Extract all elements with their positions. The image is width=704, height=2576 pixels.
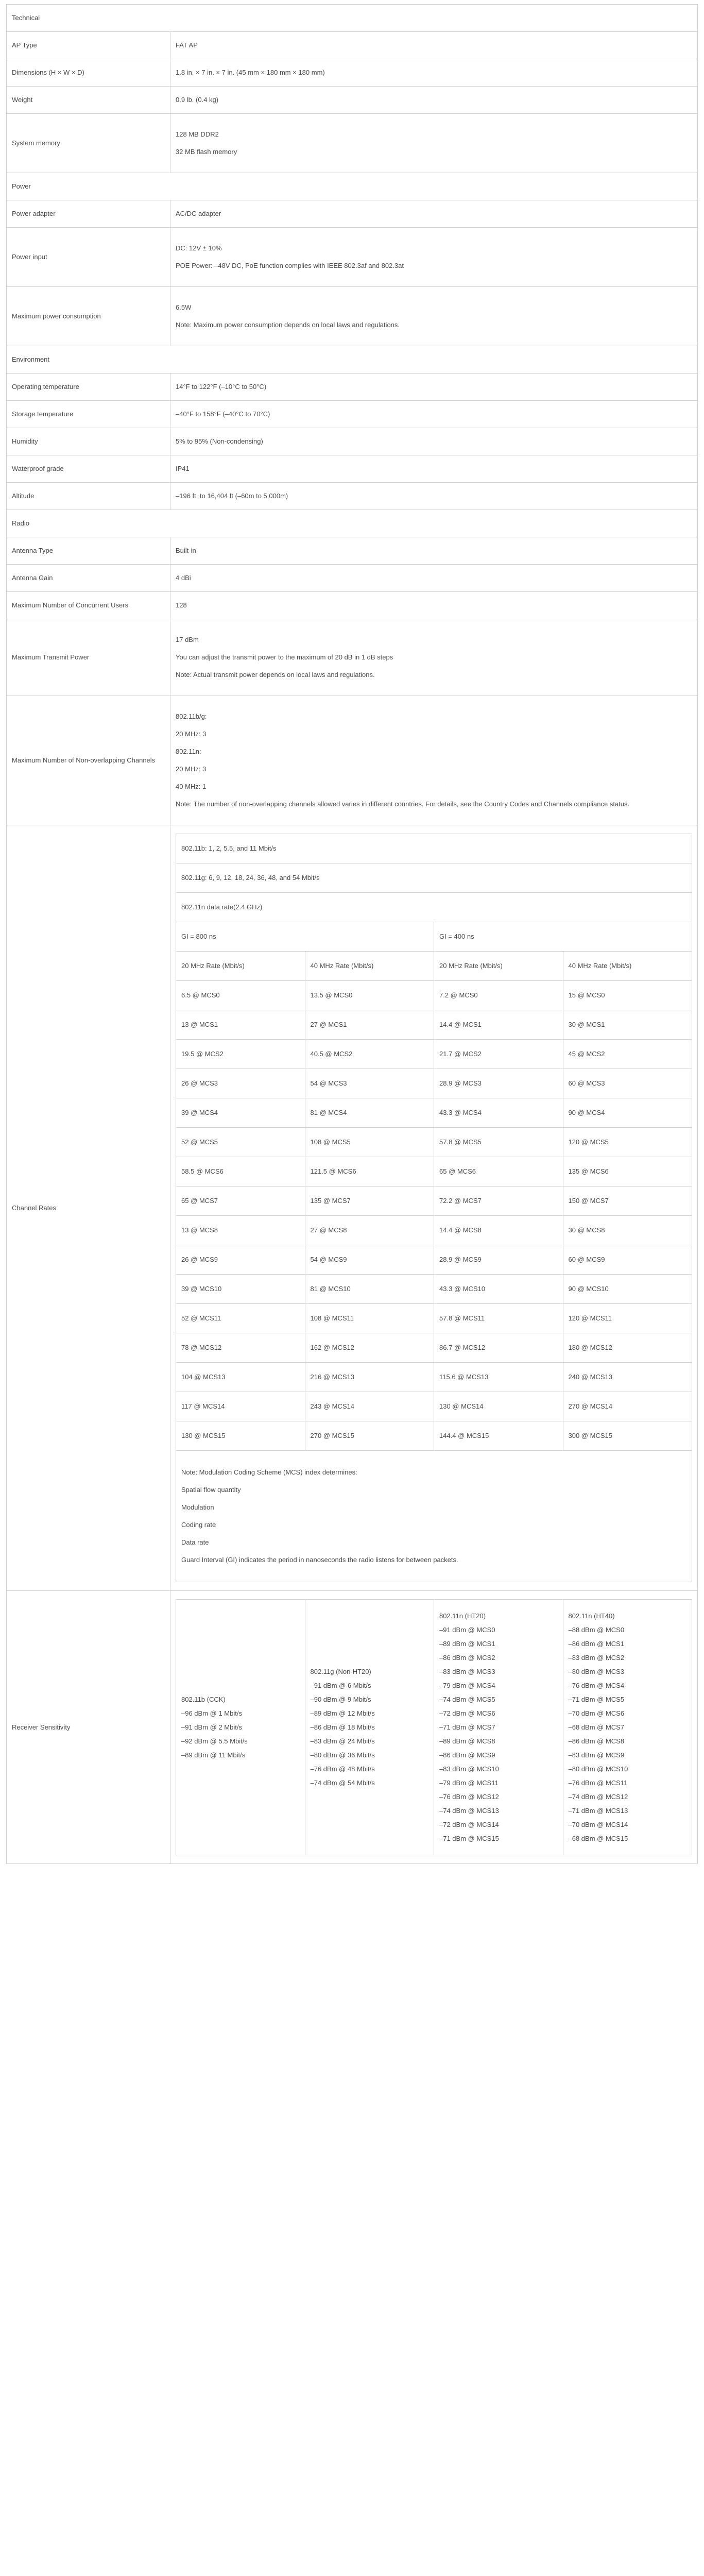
rate-cell: 7.2 @ MCS0 [434, 981, 563, 1010]
spec-table [6, 4, 698, 1864]
rate-cell: 300 @ MCS15 [563, 1421, 692, 1451]
channel-rates-cell [170, 825, 698, 1591]
rate-cell: 21.7 @ MCS2 [434, 1040, 563, 1069]
rate-cell: 54 @ MCS9 [305, 1245, 434, 1275]
rate-cell: 52 @ MCS5 [176, 1128, 305, 1157]
table-row [176, 1421, 692, 1451]
sensitivity-line: –72 dBm @ MCS6 [439, 1709, 495, 1717]
rate-cell: 162 @ MCS12 [305, 1333, 434, 1363]
rate-cell: 135 @ MCS6 [563, 1157, 692, 1187]
sensitivity-line: –79 dBm @ MCS11 [439, 1779, 499, 1787]
spec-row [7, 455, 698, 483]
spec-label: Weight [7, 87, 170, 114]
spec-label: Humidity [7, 428, 170, 455]
spec-label: Maximum Transmit Power [7, 619, 170, 696]
table-row [176, 1363, 692, 1392]
rate-cell: 240 @ MCS13 [563, 1363, 692, 1392]
sensitivity-line: 802.11n (HT20) [439, 1612, 486, 1620]
spec-line: 802.11b/g: [176, 713, 207, 720]
table-row [176, 1333, 692, 1363]
rate-cell: 52 @ MCS11 [176, 1304, 305, 1333]
sensitivity-line: –76 dBm @ MCS4 [568, 1682, 625, 1689]
rate-cell: 30 @ MCS1 [563, 1010, 692, 1040]
rate-intro: 802.11b: 1, 2, 5.5, and 11 Mbit/s [176, 834, 692, 863]
spec-value: –40°F to 158°F (–40°C to 70°C) [170, 401, 698, 428]
spec-value [170, 619, 698, 696]
sensitivity-line: –83 dBm @ MCS10 [439, 1765, 499, 1773]
rate-cell: 60 @ MCS9 [563, 1245, 692, 1275]
spec-value: 1.8 in. × 7 in. × 7 in. (45 mm × 180 mm × 180 mm) [170, 59, 698, 87]
rate-cell: 180 @ MCS12 [563, 1333, 692, 1363]
note-line: Coding rate [181, 1521, 216, 1529]
rate-cell: 90 @ MCS10 [563, 1275, 692, 1304]
spec-line: DC: 12V ± 10% [176, 244, 222, 252]
table-row [176, 1187, 692, 1216]
rate-cell: 90 @ MCS4 [563, 1098, 692, 1128]
sensitivity-line: –79 dBm @ MCS4 [439, 1682, 495, 1689]
spec-row [7, 537, 698, 565]
sensitivity-line: –89 dBm @ 11 Mbit/s [181, 1751, 246, 1759]
spec-row [7, 374, 698, 401]
sensitivity-line: –71 dBm @ MCS15 [439, 1835, 499, 1842]
spec-line: You can adjust the transmit power to the maximum of 20 dB in 1 dB steps [176, 653, 393, 661]
section-row [7, 5, 698, 32]
spec-value [170, 287, 698, 346]
rate-note-row [176, 1451, 692, 1582]
spec-line: 128 MB DDR2 [176, 130, 219, 138]
spec-row [7, 228, 698, 287]
bw-header: 20 MHz Rate (Mbit/s) [434, 952, 563, 981]
spec-row [7, 1591, 698, 1864]
sensitivity-line: 802.11b (CCK) [181, 1696, 226, 1703]
sensitivity-line: –68 dBm @ MCS7 [568, 1723, 625, 1731]
rate-cell: 39 @ MCS4 [176, 1098, 305, 1128]
spec-label: Storage temperature [7, 401, 170, 428]
receiver-col-11b [176, 1600, 305, 1855]
spec-label: Receiver Sensitivity [7, 1591, 170, 1864]
spec-label: Antenna Gain [7, 565, 170, 592]
rate-cell: 120 @ MCS11 [563, 1304, 692, 1333]
spec-line: POE Power: –48V DC, PoE function complies with IEEE 802.3af and 802.3at [176, 262, 404, 269]
gi-header: GI = 800 ns [176, 922, 434, 952]
section-row [7, 346, 698, 374]
sensitivity-line: –92 dBm @ 5.5 Mbit/s [181, 1737, 248, 1745]
rate-cell: 19.5 @ MCS2 [176, 1040, 305, 1069]
spec-line: 6.5W [176, 303, 192, 311]
rate-cell: 57.8 @ MCS5 [434, 1128, 563, 1157]
rate-cell: 121.5 @ MCS6 [305, 1157, 434, 1187]
rate-cell: 270 @ MCS15 [305, 1421, 434, 1451]
sensitivity-line: –74 dBm @ MCS12 [568, 1793, 628, 1801]
spec-label: Dimensions (H × W × D) [7, 59, 170, 87]
rate-cell: 13 @ MCS1 [176, 1010, 305, 1040]
sensitivity-line: –74 dBm @ MCS5 [439, 1696, 495, 1703]
spec-label: Maximum Number of Concurrent Users [7, 592, 170, 619]
note-line: Modulation [181, 1503, 214, 1511]
spec-line: Note: The number of non-overlapping channels allowed varies in different countries. For details, see the Country Codes and Channels compliance status. [176, 800, 630, 808]
rate-cell: 30 @ MCS8 [563, 1216, 692, 1245]
rate-cell: 15 @ MCS0 [563, 981, 692, 1010]
sensitivity-line: –88 dBm @ MCS0 [568, 1626, 625, 1634]
spec-row [7, 696, 698, 825]
gi-header: GI = 400 ns [434, 922, 692, 952]
sensitivity-line: –91 dBm @ 6 Mbit/s [310, 1682, 371, 1689]
sensitivity-line: –74 dBm @ 54 Mbit/s [310, 1779, 375, 1787]
table-row [176, 1275, 692, 1304]
sensitivity-line: –76 dBm @ MCS12 [439, 1793, 499, 1801]
spec-line: Note: Maximum power consumption depends on local laws and regulations. [176, 321, 400, 329]
sensitivity-line: –80 dBm @ 36 Mbit/s [310, 1751, 375, 1759]
spec-row [7, 825, 698, 1591]
spec-value [170, 114, 698, 173]
bw-header: 40 MHz Rate (Mbit/s) [563, 952, 692, 981]
section-technical: Technical [7, 5, 698, 32]
spec-line: 20 MHz: 3 [176, 730, 207, 738]
sensitivity-line: –71 dBm @ MCS13 [568, 1807, 628, 1815]
spec-row [7, 87, 698, 114]
rate-cell: 108 @ MCS11 [305, 1304, 434, 1333]
spec-line: 17 dBm [176, 636, 199, 643]
rate-cell: 65 @ MCS7 [176, 1187, 305, 1216]
spec-line: 32 MB flash memory [176, 148, 237, 156]
spec-label: Power input [7, 228, 170, 287]
sensitivity-line: –76 dBm @ MCS11 [568, 1779, 628, 1787]
spec-label: Channel Rates [7, 825, 170, 1591]
spec-label: System memory [7, 114, 170, 173]
receiver-col-11g [305, 1600, 434, 1855]
rate-cell: 150 @ MCS7 [563, 1187, 692, 1216]
sensitivity-line: –86 dBm @ MCS9 [439, 1751, 495, 1759]
bw-header: 40 MHz Rate (Mbit/s) [305, 952, 434, 981]
rate-cell: 144.4 @ MCS15 [434, 1421, 563, 1451]
rate-cell: 54 @ MCS3 [305, 1069, 434, 1098]
spec-row [7, 200, 698, 228]
spec-row [7, 428, 698, 455]
rate-cell: 81 @ MCS10 [305, 1275, 434, 1304]
rate-cell: 26 @ MCS3 [176, 1069, 305, 1098]
sensitivity-line: –90 dBm @ 9 Mbit/s [310, 1696, 371, 1703]
spec-row [7, 59, 698, 87]
rate-cell: 135 @ MCS7 [305, 1187, 434, 1216]
spec-line: Note: Actual transmit power depends on local laws and regulations. [176, 671, 375, 679]
table-row [176, 1245, 692, 1275]
sensitivity-line: –91 dBm @ MCS0 [439, 1626, 495, 1634]
sensitivity-line: –71 dBm @ MCS7 [439, 1723, 495, 1731]
sensitivity-line: 802.11g (Non-HT20) [310, 1668, 371, 1675]
sensitivity-line: –83 dBm @ 24 Mbit/s [310, 1737, 375, 1745]
receiver-row [176, 1600, 692, 1855]
sensitivity-line: –80 dBm @ MCS3 [568, 1668, 625, 1675]
spec-value: IP41 [170, 455, 698, 483]
spec-value: 0.9 lb. (0.4 kg) [170, 87, 698, 114]
spec-value: 128 [170, 592, 698, 619]
section-environment: Environment [7, 346, 698, 374]
spec-label: Altitude [7, 483, 170, 510]
rate-cell: 115.6 @ MCS13 [434, 1363, 563, 1392]
rate-cell: 13 @ MCS8 [176, 1216, 305, 1245]
sensitivity-line: –86 dBm @ MCS8 [568, 1737, 625, 1745]
sensitivity-line: –71 dBm @ MCS5 [568, 1696, 625, 1703]
section-row [7, 510, 698, 537]
sensitivity-line: –83 dBm @ MCS3 [439, 1668, 495, 1675]
spec-label: Maximum Number of Non-overlapping Channels [7, 696, 170, 825]
rate-intro: 802.11n data rate(2.4 GHz) [176, 893, 692, 922]
rate-note [176, 1451, 692, 1582]
spec-value: 5% to 95% (Non-condensing) [170, 428, 698, 455]
sensitivity-line: –86 dBm @ MCS1 [568, 1640, 625, 1648]
spec-row [7, 483, 698, 510]
rate-cell: 6.5 @ MCS0 [176, 981, 305, 1010]
spec-value: AC/DC adapter [170, 200, 698, 228]
sensitivity-line: –72 dBm @ MCS14 [439, 1821, 499, 1828]
sensitivity-line: –74 dBm @ MCS13 [439, 1807, 499, 1815]
rate-cell: 120 @ MCS5 [563, 1128, 692, 1157]
channel-rates-table [176, 834, 692, 1582]
bw-header: 20 MHz Rate (Mbit/s) [176, 952, 305, 981]
rate-cell: 130 @ MCS14 [434, 1392, 563, 1421]
spec-label: AP Type [7, 32, 170, 59]
table-row [176, 1216, 692, 1245]
rate-cell: 86.7 @ MCS12 [434, 1333, 563, 1363]
spec-label: Power adapter [7, 200, 170, 228]
sensitivity-line: –89 dBm @ MCS8 [439, 1737, 495, 1745]
sensitivity-line: –83 dBm @ MCS9 [568, 1751, 625, 1759]
spec-line: 802.11n: [176, 748, 201, 755]
note-line: Data rate [181, 1538, 209, 1546]
sensitivity-line: 802.11n (HT40) [568, 1612, 615, 1620]
rate-cell: 13.5 @ MCS0 [305, 981, 434, 1010]
note-line: Note: Modulation Coding Scheme (MCS) index determines: [181, 1468, 357, 1476]
sensitivity-line: –91 dBm @ 2 Mbit/s [181, 1723, 242, 1731]
section-power: Power [7, 173, 698, 200]
rate-cell: 28.9 @ MCS9 [434, 1245, 563, 1275]
rate-intro-row [176, 863, 692, 893]
spec-value: 4 dBi [170, 565, 698, 592]
table-row [176, 1128, 692, 1157]
sensitivity-line: –89 dBm @ MCS1 [439, 1640, 495, 1648]
table-row [176, 1392, 692, 1421]
rate-cell: 104 @ MCS13 [176, 1363, 305, 1392]
receiver-table [176, 1599, 692, 1855]
receiver-cell [170, 1591, 698, 1864]
spec-row [7, 32, 698, 59]
table-row [176, 1040, 692, 1069]
spec-value: 14°F to 122°F (–10°C to 50°C) [170, 374, 698, 401]
rate-cell: 14.4 @ MCS1 [434, 1010, 563, 1040]
spec-row [7, 565, 698, 592]
table-row [176, 981, 692, 1010]
sensitivity-line: –80 dBm @ MCS10 [568, 1765, 628, 1773]
sensitivity-line: –70 dBm @ MCS6 [568, 1709, 625, 1717]
rate-cell: 65 @ MCS6 [434, 1157, 563, 1187]
receiver-col-ht40 [563, 1600, 692, 1855]
sensitivity-line: –96 dBm @ 1 Mbit/s [181, 1709, 242, 1717]
bw-header-row [176, 952, 692, 981]
rate-cell: 58.5 @ MCS6 [176, 1157, 305, 1187]
spec-row [7, 287, 698, 346]
rate-cell: 216 @ MCS13 [305, 1363, 434, 1392]
spec-value: –196 ft. to 16,404 ft (–60m to 5,000m) [170, 483, 698, 510]
rate-intro-row [176, 834, 692, 863]
rate-cell: 72.2 @ MCS7 [434, 1187, 563, 1216]
rate-cell: 43.3 @ MCS10 [434, 1275, 563, 1304]
sensitivity-line: –89 dBm @ 12 Mbit/s [310, 1709, 375, 1717]
rate-cell: 108 @ MCS5 [305, 1128, 434, 1157]
rate-cell: 60 @ MCS3 [563, 1069, 692, 1098]
receiver-col-ht20 [434, 1600, 563, 1855]
spec-row [7, 401, 698, 428]
rate-cell: 57.8 @ MCS11 [434, 1304, 563, 1333]
spec-row [7, 592, 698, 619]
rate-cell: 43.3 @ MCS4 [434, 1098, 563, 1128]
sensitivity-line: –68 dBm @ MCS15 [568, 1835, 628, 1842]
spec-value: Built-in [170, 537, 698, 565]
table-row [176, 1304, 692, 1333]
spec-value: FAT AP [170, 32, 698, 59]
rate-cell: 45 @ MCS2 [563, 1040, 692, 1069]
sensitivity-line: –70 dBm @ MCS14 [568, 1821, 628, 1828]
rate-cell: 39 @ MCS10 [176, 1275, 305, 1304]
sensitivity-line: –86 dBm @ MCS2 [439, 1654, 495, 1662]
spec-value [170, 228, 698, 287]
note-line: Spatial flow quantity [181, 1486, 241, 1494]
rate-cell: 28.9 @ MCS3 [434, 1069, 563, 1098]
rate-cell: 117 @ MCS14 [176, 1392, 305, 1421]
rate-cell: 27 @ MCS1 [305, 1010, 434, 1040]
spec-line: 20 MHz: 3 [176, 765, 207, 773]
table-row [176, 1069, 692, 1098]
spec-label: Operating temperature [7, 374, 170, 401]
rate-intro-row [176, 893, 692, 922]
note-line: Guard Interval (GI) indicates the period in nanoseconds the radio listens for between packets. [181, 1556, 458, 1564]
gi-header-row [176, 922, 692, 952]
rate-cell: 78 @ MCS12 [176, 1333, 305, 1363]
table-row [176, 1010, 692, 1040]
rate-intro: 802.11g: 6, 9, 12, 18, 24, 36, 48, and 54 Mbit/s [176, 863, 692, 893]
rate-cell: 14.4 @ MCS8 [434, 1216, 563, 1245]
spec-value [170, 696, 698, 825]
table-row [176, 1098, 692, 1128]
rate-cell: 243 @ MCS14 [305, 1392, 434, 1421]
sensitivity-line: –76 dBm @ 48 Mbit/s [310, 1765, 375, 1773]
rate-cell: 81 @ MCS4 [305, 1098, 434, 1128]
section-radio: Radio [7, 510, 698, 537]
spec-label: Waterproof grade [7, 455, 170, 483]
spec-line: 40 MHz: 1 [176, 783, 207, 790]
table-row [176, 1157, 692, 1187]
sensitivity-line: –86 dBm @ 18 Mbit/s [310, 1723, 375, 1731]
section-row [7, 173, 698, 200]
rate-cell: 40.5 @ MCS2 [305, 1040, 434, 1069]
sensitivity-line: –83 dBm @ MCS2 [568, 1654, 625, 1662]
rate-cell: 130 @ MCS15 [176, 1421, 305, 1451]
rate-cell: 270 @ MCS14 [563, 1392, 692, 1421]
rate-cell: 27 @ MCS8 [305, 1216, 434, 1245]
spec-label: Antenna Type [7, 537, 170, 565]
spec-row [7, 114, 698, 173]
rate-cell: 26 @ MCS9 [176, 1245, 305, 1275]
spec-label: Maximum power consumption [7, 287, 170, 346]
spec-row [7, 619, 698, 696]
